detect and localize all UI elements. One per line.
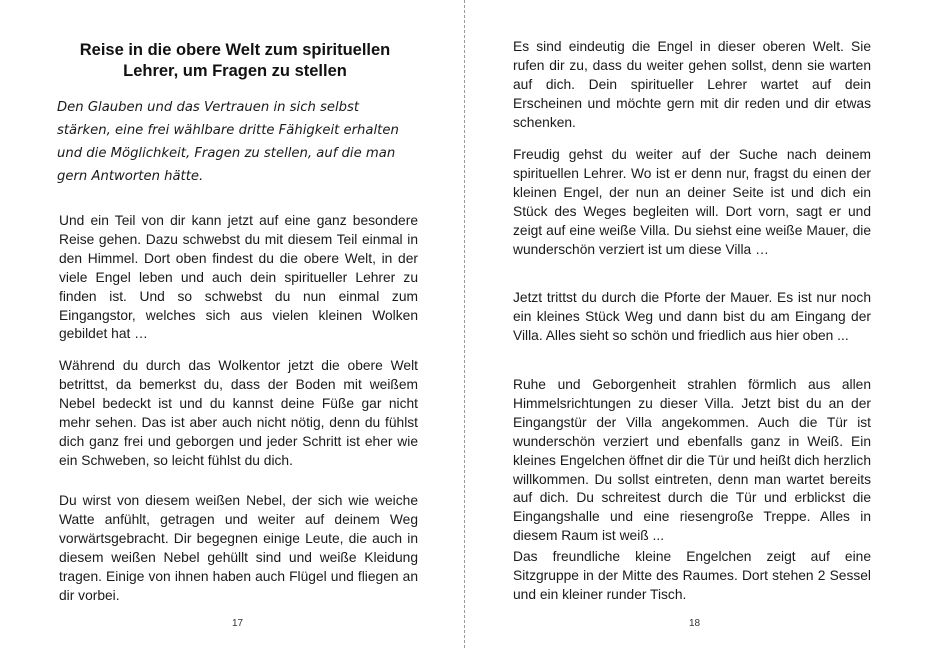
paragraph: Jetzt trittst du durch die Pforte der Mauer. Es ist nur noch ein kleines Stück Weg und dann bist du am Eingang der Villa. Alles sieht so schön und friedlich aus hier oben ... [513,290,871,343]
page-number: 18 [689,618,701,629]
paragraph: Ruhe und Geborgenheit strahlen förmlich aus allen Himmelsrichtungen zu dieser Villa. Jetzt bist du an der Eingangstür der Villa angekommen. Auch die Tür ist wunderschön verziert und ebenfalls ganz in Weiß. Ein kleines Engelchen öffnet dir die Tür und heißt dich herzlich willkommen. Du sollst eintreten, denn man wartet bereits auf dich. Du schreitest durch die Tür und erblickst die Eingangshalle und eine riesengroße Treppe. Alles in diesem Raum ist weiß ... [513,377,871,544]
paragraph: Während du durch das Wolkentor jetzt die obere Welt betrittst, da bemerkst du, dass der Boden mit weißem Nebel bedeckt ist und du kannst deine Füße gar nicht mehr sehen. Das ist aber auch nicht nötig, denn du fühlst dich ganz frei und geborgen und jeder Schritt ist eher wie ein Schweben, so leicht fühlst du dich. [59,358,418,468]
paragraph: Freudig gehst du weiter auf der Suche nach deinem spirituellen Lehrer. Wo ist er denn nur, fragst du einen der kleinen Engel, der nun an deiner Seite ist und dich ein Stück des Weges begleiten will. Dort vorn, sagt er und zeigt auf eine weiße Villa. Du siehst eine weiße Mauer, die wunderschön verziert ist um diese Villa … [513,147,871,257]
page-number: 17 [232,618,244,629]
page-divider [464,0,465,648]
chapter-intro: Den Glauben und das Vertrauen in sich selbst stärken, eine frei wählbare dritte Fähigkeit erhalten und die Möglichkeit, Fragen zu stellen, auf die man gern Antworten hätte. [57,100,399,184]
paragraph: Du wirst von diesem weißen Nebel, der sich wie weiche Watte anfühlt, getragen und weiter auf deinem Weg vorwärtsgebracht. Dir begegnen einige Leute, die auch in diesem weißen Nebel gehüllt sind und weiße Kleidung tragen. Einige von ihnen haben auch Flügel und fliegen an dir vorbei. [59,493,418,603]
chapter-title: Reise in die obere Welt zum spirituellen Lehrer, um Fragen zu stellen [79,41,391,80]
paragraph: Es sind eindeutig die Engel in dieser oberen Welt. Sie rufen dir zu, dass du weiter gehen sollst, denn sie warten auf dich. Dein spiritueller Lehrer wartet auf dein Erscheinen und möchte gern mit dir reden und dir etwas schenken. [513,39,871,130]
left-page [0,0,463,648]
paragraph: Und ein Teil von dir kann jetzt auf eine ganz besondere Reise gehen. Dazu schwebst du mit diesem Teil einmal in den Himmel. Dort oben findest du die obere Welt, in der viele Engel leben und auch dein spiritueller Lehrer zu finden ist. Und so schwebst du nun einmal zum Eingangstor, welches sich aus vielen kleinen Wolken gebildet hat … [59,213,418,342]
paragraph: Das freundliche kleine Engelchen zeigt auf eine Sitzgruppe in der Mitte des Raumes. Dort stehen 2 Sessel und ein kleiner runder Tisch. [513,549,871,602]
right-page [466,0,927,648]
